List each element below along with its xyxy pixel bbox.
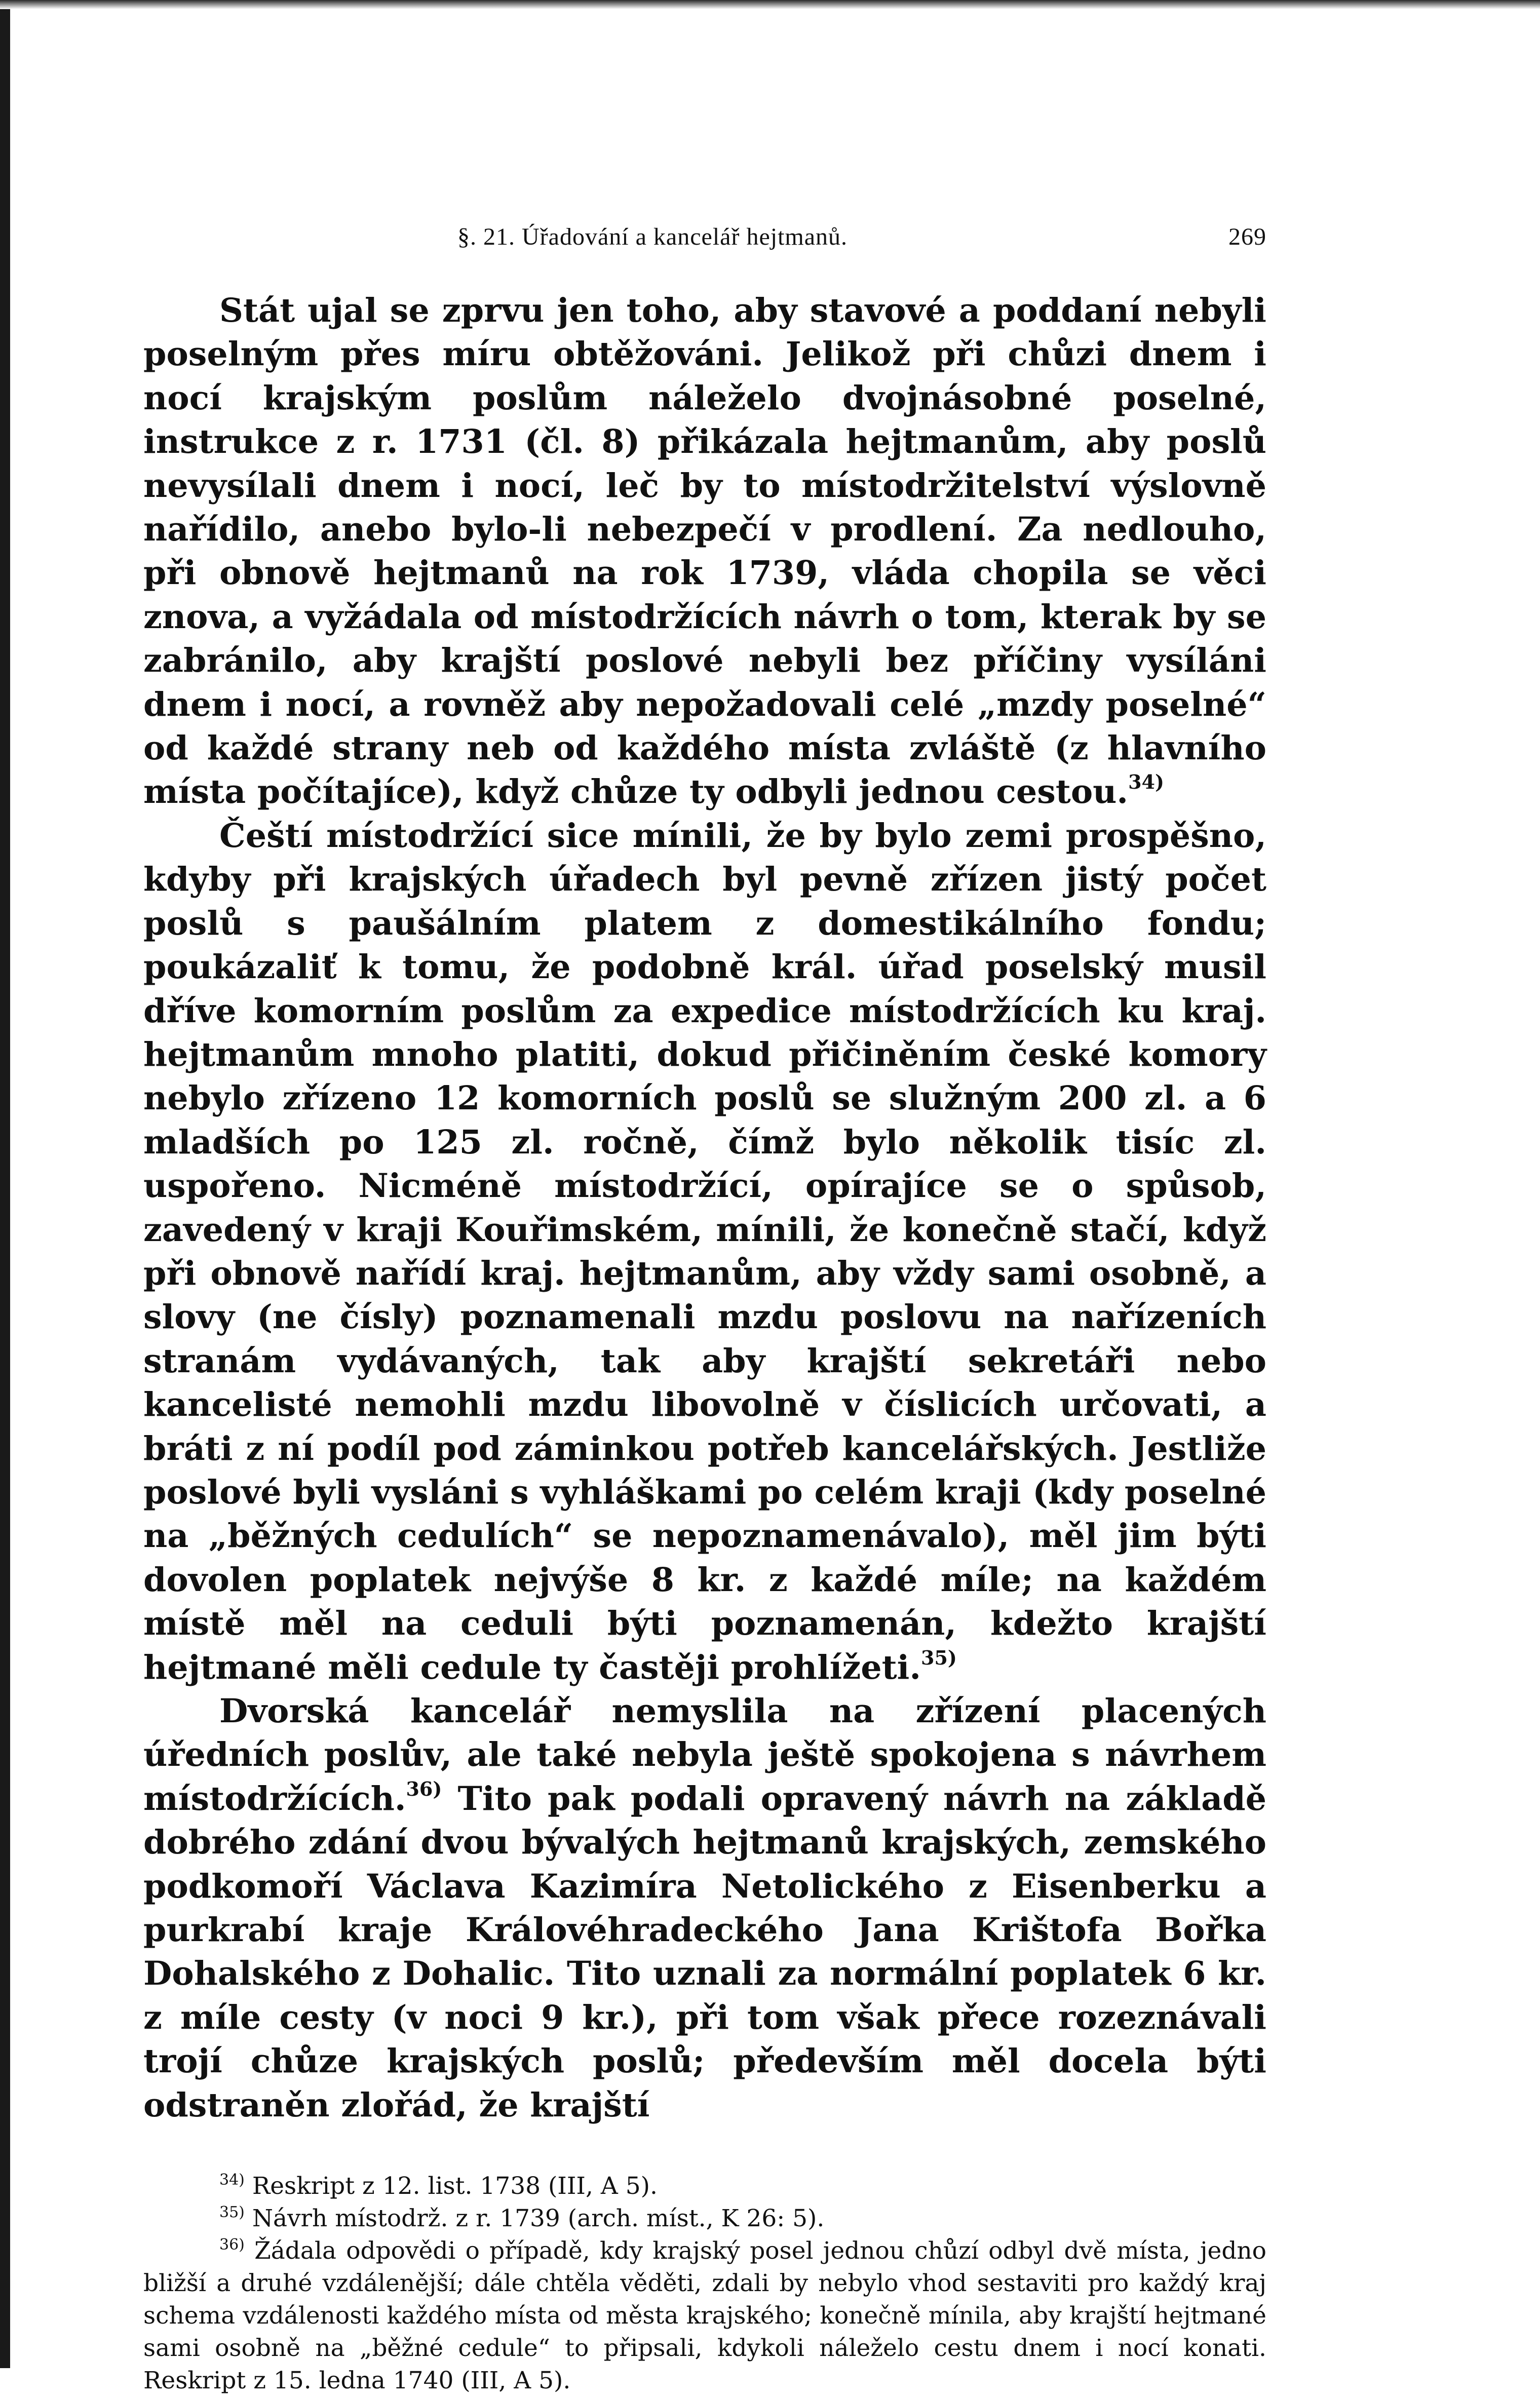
footnote: $^{34)}$ Reskript z 12. list. 1738 (III, A 5). [219,2171,658,2200]
footnote: $^{35)}$ Návrh místodrž. z r. 1739 (arch. míst., K 26: 5). [219,2203,825,2233]
paragraph: Stát ujal se zprvu jen toho, aby stavové a poddaní nebyli poselným přes míru obtěžováni. Jelikož při chůzi dnem i nocí krajským poslům náleželo dvojnásobné poselné, instrukce z r. 1731 (čl. 8) přikázala hejtmanům, aby poslů nevysílali dnem i nocí, leč by to místodržitelství výslovně nařídilo, anebo bylo-li nebezpečí v prodlení. Za nedlouho, při obnově hejtmanů na rok 1739, vláda chopila se věci znova, a vyžádala od místodržících návrh o tom, kterak by se zabránilo, aby krajští poslové nebyli bez příčiny vysíláni dnem i nocí, a rovněž aby nepožadovali celé „mzdy poselné“ od každé strany neb od každého místa zvláště (z hlavního místa počítajíce), když chůze ty odbyli jednou cestou.$^{34)}$ [143,291,1266,811]
running-header [143,213,1266,258]
scan-edge [0,0,10,2368]
footnote-ref: 35) [921,1646,957,1669]
paragraph: Dvorská kancelář nemyslila na zřízení placených úředních poslův, ale také nebyla ještě spokojena s návrhem místodržících.$^{36)}$ Tito pak podali opravený návrh na základě dobrého zdání dvou bývalých hejtmanů krajských, zemského podkomoří Václava Kazimíra Netolického z Eisenberku a purkrabí kraje Královéhradeckého Jana Krištofa Bořka Dohalského z Dohalic. Tito uznali za normální poplatek 6 kr. z míle cesty (v noci 9 kr.), při tom však přece rozeznávali trojí chůze krajských poslů; především měl docela býti odstraněn zlořád, že krajští [143,1692,1266,2124]
footnote-ref: 34) [1128,770,1164,794]
main-text [143,289,1266,2127]
page-number: 269 [1228,223,1266,250]
footnote-mark: 36) [219,2236,245,2254]
footnotes [143,2170,1266,2397]
footnote: $^{36)}$ Žádala odpovědi o případě, kdy krajský posel jednou chůzí odbyl dvě místa, jedno bližší a druhé vzdálenější; dále chtěla věděti, zdali by nebylo vhod sestaviti pro každý kraj schema vzdálenosti každého místa od města krajského; konečně mínila, aby krajští hejtmané sami osobně na „běžné cedule“ to připsali, kdykoli náleželo cestu dnem i nocí konati. Reskript z 15. ledna 1740 (III, A 5). [143,2236,1266,2395]
footnote-mark: 35) [219,2203,245,2222]
section-title: §. 21. Úřadování a kancelář hejtmanů. [457,223,848,250]
footnote-ref: 36) [406,1777,442,1800]
book-page [143,213,1266,2397]
paragraph: Čeští místodržící sice mínili, že by bylo zemi prospěšno, kdyby při krajských úřadech byl pevně zřízen jistý počet poslů s paušálním platem z domestikálního fondu; poukázaliť k tomu, že podobně král. úřad poselský musil dříve komorním poslům za expedice místodržících ku kraj. hejtmanům mnoho platiti, dokud přičiněním české komory nebylo zřízeno 12 komorních poslů se služným 200 zl. a 6 mladších po 125 zl. ročně, čímž bylo několik tisíc zl. uspořeno. Nicméně místodržící, opírajíce se o spůsob, zavedený v kraji Kouřimském, mínili, že konečně stačí, když při obnově nařídí kraj. hejtmanům, aby vždy sami osobně, a slovy (ne čísly) poznamenali mzdu poslovu na nařízeních stranám vydávaných, tak aby krajští sekretáři nebo kancelisté nemohli mzdu libovolně v číslicích určovati, a bráti z ní podíl pod záminkou potřeb kancelářských. Jestliže poslové byli vysláni s vyhláškami po celém kraji (kdy poselné na „běžných cedulích“ se nepoznamenávalo), měl jim býti dovolen poplatek nejvýše 8 kr. z každé míle; na každém místě měl na ceduli býti poznamenán, kdežto krajští hejtmané měli cedule ty častěji prohlížeti.$^{35)}$ [143,816,1266,1687]
scan-shadow [0,0,1540,9]
footnote-mark: 34) [219,2171,245,2189]
